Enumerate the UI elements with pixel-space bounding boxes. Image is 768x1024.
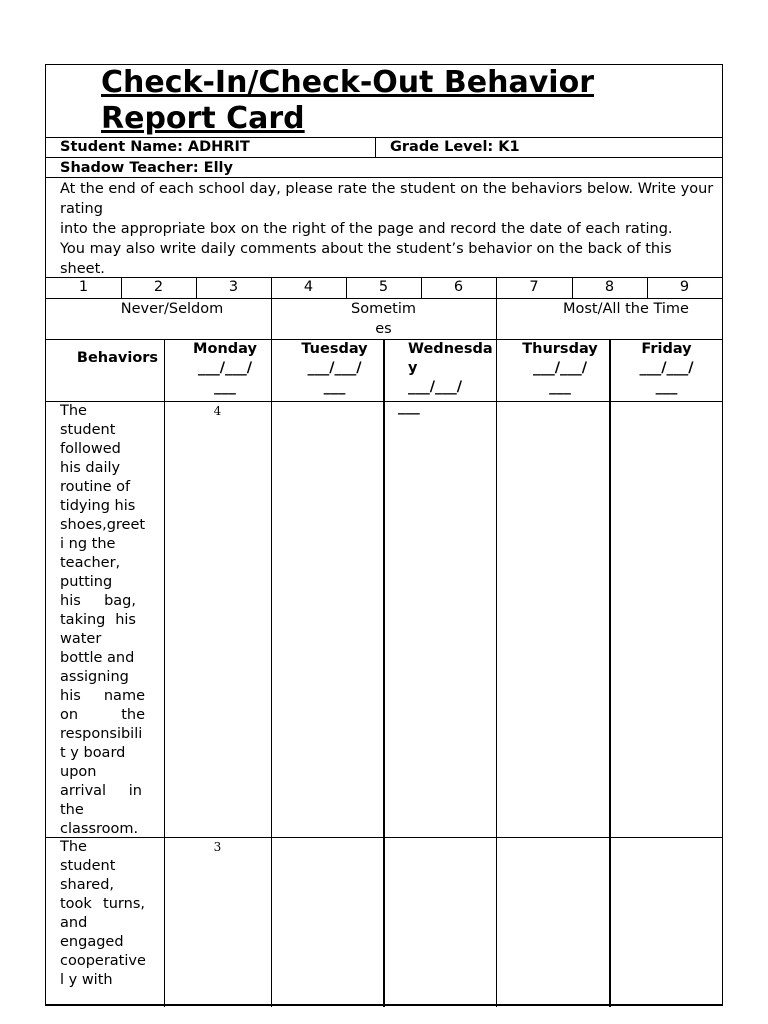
- instructions: [60, 179, 720, 279]
- scale-number-2: 2: [153, 279, 164, 295]
- behavior-line: student: [60, 858, 116, 874]
- rule-below-student: [46, 157, 722, 158]
- behavior-line: his bag,: [60, 593, 136, 609]
- behavior-line: student: [60, 422, 116, 438]
- date-field[interactable]: ___/___/: [532, 360, 588, 376]
- scale-number-4: 4: [303, 279, 314, 295]
- scale-label-low: Never/Seldom: [120, 301, 224, 317]
- day-name: Monday: [193, 341, 257, 357]
- divider-student-grade: [375, 137, 376, 157]
- rating-behavior-1-monday[interactable]: 4: [213, 404, 222, 418]
- scale-number-3: 3: [228, 279, 239, 295]
- behavior-line: followed: [60, 441, 121, 457]
- title-line-2: Report Card: [101, 101, 305, 136]
- shadow-teacher: Shadow Teacher: Elly: [60, 160, 233, 176]
- behavior-line: his daily: [60, 460, 121, 476]
- scale-number-9: 9: [679, 279, 690, 295]
- behavior-text-1: [60, 402, 146, 839]
- behavior-text-2: [60, 838, 150, 990]
- behavior-line: water: [60, 631, 102, 647]
- behaviors-header: Behaviors: [76, 350, 159, 366]
- date-field-year[interactable]: ___: [323, 379, 346, 395]
- col-divider-thursday: [609, 339, 611, 1007]
- day-name: Friday: [641, 341, 692, 357]
- day-header-friday: [609, 340, 724, 397]
- day-header-thursday: [496, 340, 624, 397]
- behavior-line: classroom.: [60, 821, 139, 837]
- col-divider-wednesday: [496, 339, 497, 1007]
- col-divider-behaviors: [164, 339, 165, 1007]
- rule-below-teacher: [46, 177, 722, 178]
- scale-label-mid: [271, 299, 496, 339]
- date-field[interactable]: ___/___/: [307, 360, 362, 376]
- behavior-line: cooperative: [60, 953, 146, 969]
- day-name: Tuesday: [301, 341, 368, 357]
- day-header-wednesday: [408, 340, 508, 397]
- col-divider-monday: [271, 339, 272, 1007]
- behavior-line: The: [60, 403, 87, 419]
- scale-number-8: 8: [604, 279, 615, 295]
- instruction-line-3: You may also write daily comments about the student’s behavior on the back of this sheet.: [60, 241, 672, 277]
- day-name: Thursday: [522, 341, 598, 357]
- scale-number-7: 7: [529, 279, 539, 295]
- report-card: [45, 64, 723, 1006]
- date-field-year-wednesday[interactable]: ___: [398, 399, 420, 415]
- date-field[interactable]: ___/___/: [408, 379, 463, 395]
- behavior-line: bottle and: [60, 650, 135, 666]
- date-field-year[interactable]: ___: [214, 379, 236, 395]
- behavior-line: shared,: [60, 877, 115, 893]
- scale-number-1: 1: [78, 279, 89, 295]
- behavior-line: upon: [60, 764, 97, 780]
- behavior-line: tidying his: [60, 498, 136, 514]
- behavior-line: putting: [60, 574, 113, 590]
- scale-number-5: 5: [378, 279, 389, 295]
- day-header-monday: [164, 340, 286, 397]
- instruction-line-2: into the appropriate box on the right of the page and record the date of each rating.: [60, 221, 673, 237]
- col-divider-tuesday: [383, 339, 385, 1007]
- grade-level: Grade Level: K1: [390, 139, 520, 155]
- behavior-line: responsibili: [60, 726, 143, 742]
- behavior-line: his name: [60, 688, 145, 704]
- behavior-line: took turns,: [60, 896, 145, 912]
- behavior-line: taking his: [60, 612, 136, 628]
- behavior-line: on the: [60, 707, 145, 723]
- behavior-line: routine of: [60, 479, 131, 495]
- scale-label-high: Most/All the Time: [563, 301, 689, 317]
- scale-label-mid-line-1: Sometim: [351, 301, 416, 317]
- instruction-line-1: At the end of each school day, please rate the student on the behaviors below. Write your rating: [60, 181, 714, 217]
- day-name-cont: y: [408, 360, 418, 376]
- date-field-year[interactable]: ___: [549, 379, 571, 395]
- behavior-line: l y with: [60, 972, 113, 988]
- date-field[interactable]: ___/___/: [639, 360, 694, 376]
- date-field[interactable]: ___/___/: [197, 360, 253, 376]
- behavior-line: teacher,: [60, 555, 121, 571]
- day-name: Wednesda: [408, 341, 493, 357]
- student-name: Student Name: ADHRIT: [60, 139, 250, 155]
- behavior-line: engaged: [60, 934, 124, 950]
- scale-label-mid-line-2: es: [375, 321, 392, 337]
- behavior-line: The: [60, 839, 87, 855]
- title-line-1: Check-In/Check-Out Behavior: [101, 65, 594, 100]
- behavior-line: i ng the: [60, 536, 116, 552]
- behavior-line: arrival in: [60, 783, 142, 799]
- behavior-line: assigning: [60, 669, 129, 685]
- day-header-tuesday: [271, 340, 398, 397]
- behavior-line: shoes,greet: [60, 517, 146, 533]
- date-field-year[interactable]: ___: [655, 379, 678, 395]
- scale-number-6: 6: [453, 279, 464, 295]
- behavior-line: the: [60, 802, 84, 818]
- behavior-line: and: [60, 915, 88, 931]
- page-title: [101, 65, 701, 137]
- rating-behavior-2-monday[interactable]: 3: [213, 840, 222, 854]
- behavior-line: t y board: [60, 745, 126, 761]
